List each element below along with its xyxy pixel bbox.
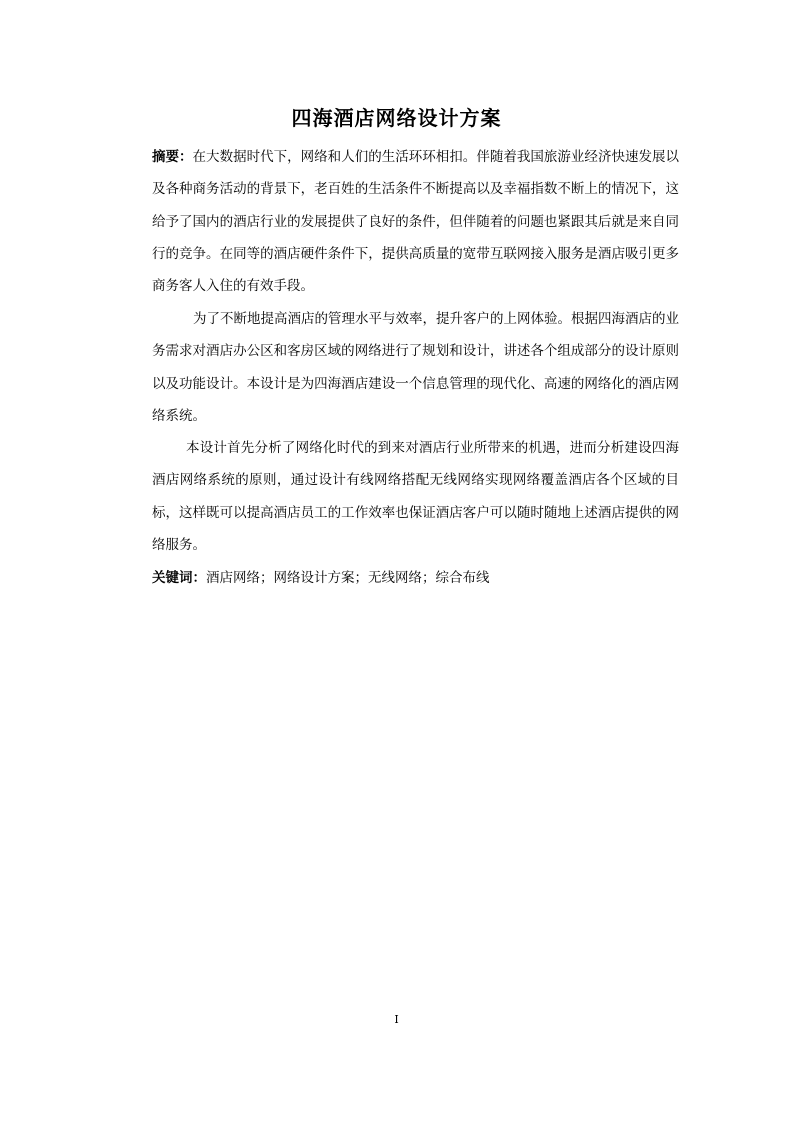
abstract-text: 在大数据时代下，网络和人们的生活环环相扣。伴随着我国旅游业经济快速发展以及各种商务活动的背景下，老百姓的生活条件不断提高以及幸福指数不断上的情况下，这给予了国内的酒店行业的发展提供了良好的条件，但伴随着的问题也紧跟其后就是来自同行的竞争。在同等的酒店硬件条件下，提供高质量的宽带互联网接入服务是酒店吸引更多商务客人入住的有效手段。 — [152, 149, 680, 295]
keywords-paragraph — [152, 562, 679, 594]
body-paragraph-1: 为了不断地提高酒店的管理水平与效率，提升客户的上网体验。根据四海酒店的业务需求对酒店办公区和客房区域的网络进行了规划和设计，讲述各个组成部分的设计原则以及功能设计。本设计是为四海酒店建设一个信息管理的现代化、高速的网络化的酒店网络系统。 — [152, 311, 679, 424]
keywords-label: 关键词： — [152, 570, 206, 586]
abstract-paragraph — [152, 141, 679, 302]
abstract-label: 摘要： — [152, 149, 193, 165]
keywords-text: 酒店网络；网络设计方案；无线网络；综合布线 — [206, 570, 490, 586]
page-number: I — [394, 1013, 399, 1026]
body-paragraph-2: 本设计首先分析了网络化时代的到来对酒店行业所带来的机遇，进而分析建设四海酒店网络系统的原则，通过设计有线网络搭配无线网络实现网络覆盖酒店各个区域的目标，这样既可以提高酒店员工的工作效率也保证酒店客户可以随时随地上述酒店提供的网络服务。 — [152, 440, 679, 553]
document-title: 四海酒店网络设计方案 — [291, 106, 502, 130]
